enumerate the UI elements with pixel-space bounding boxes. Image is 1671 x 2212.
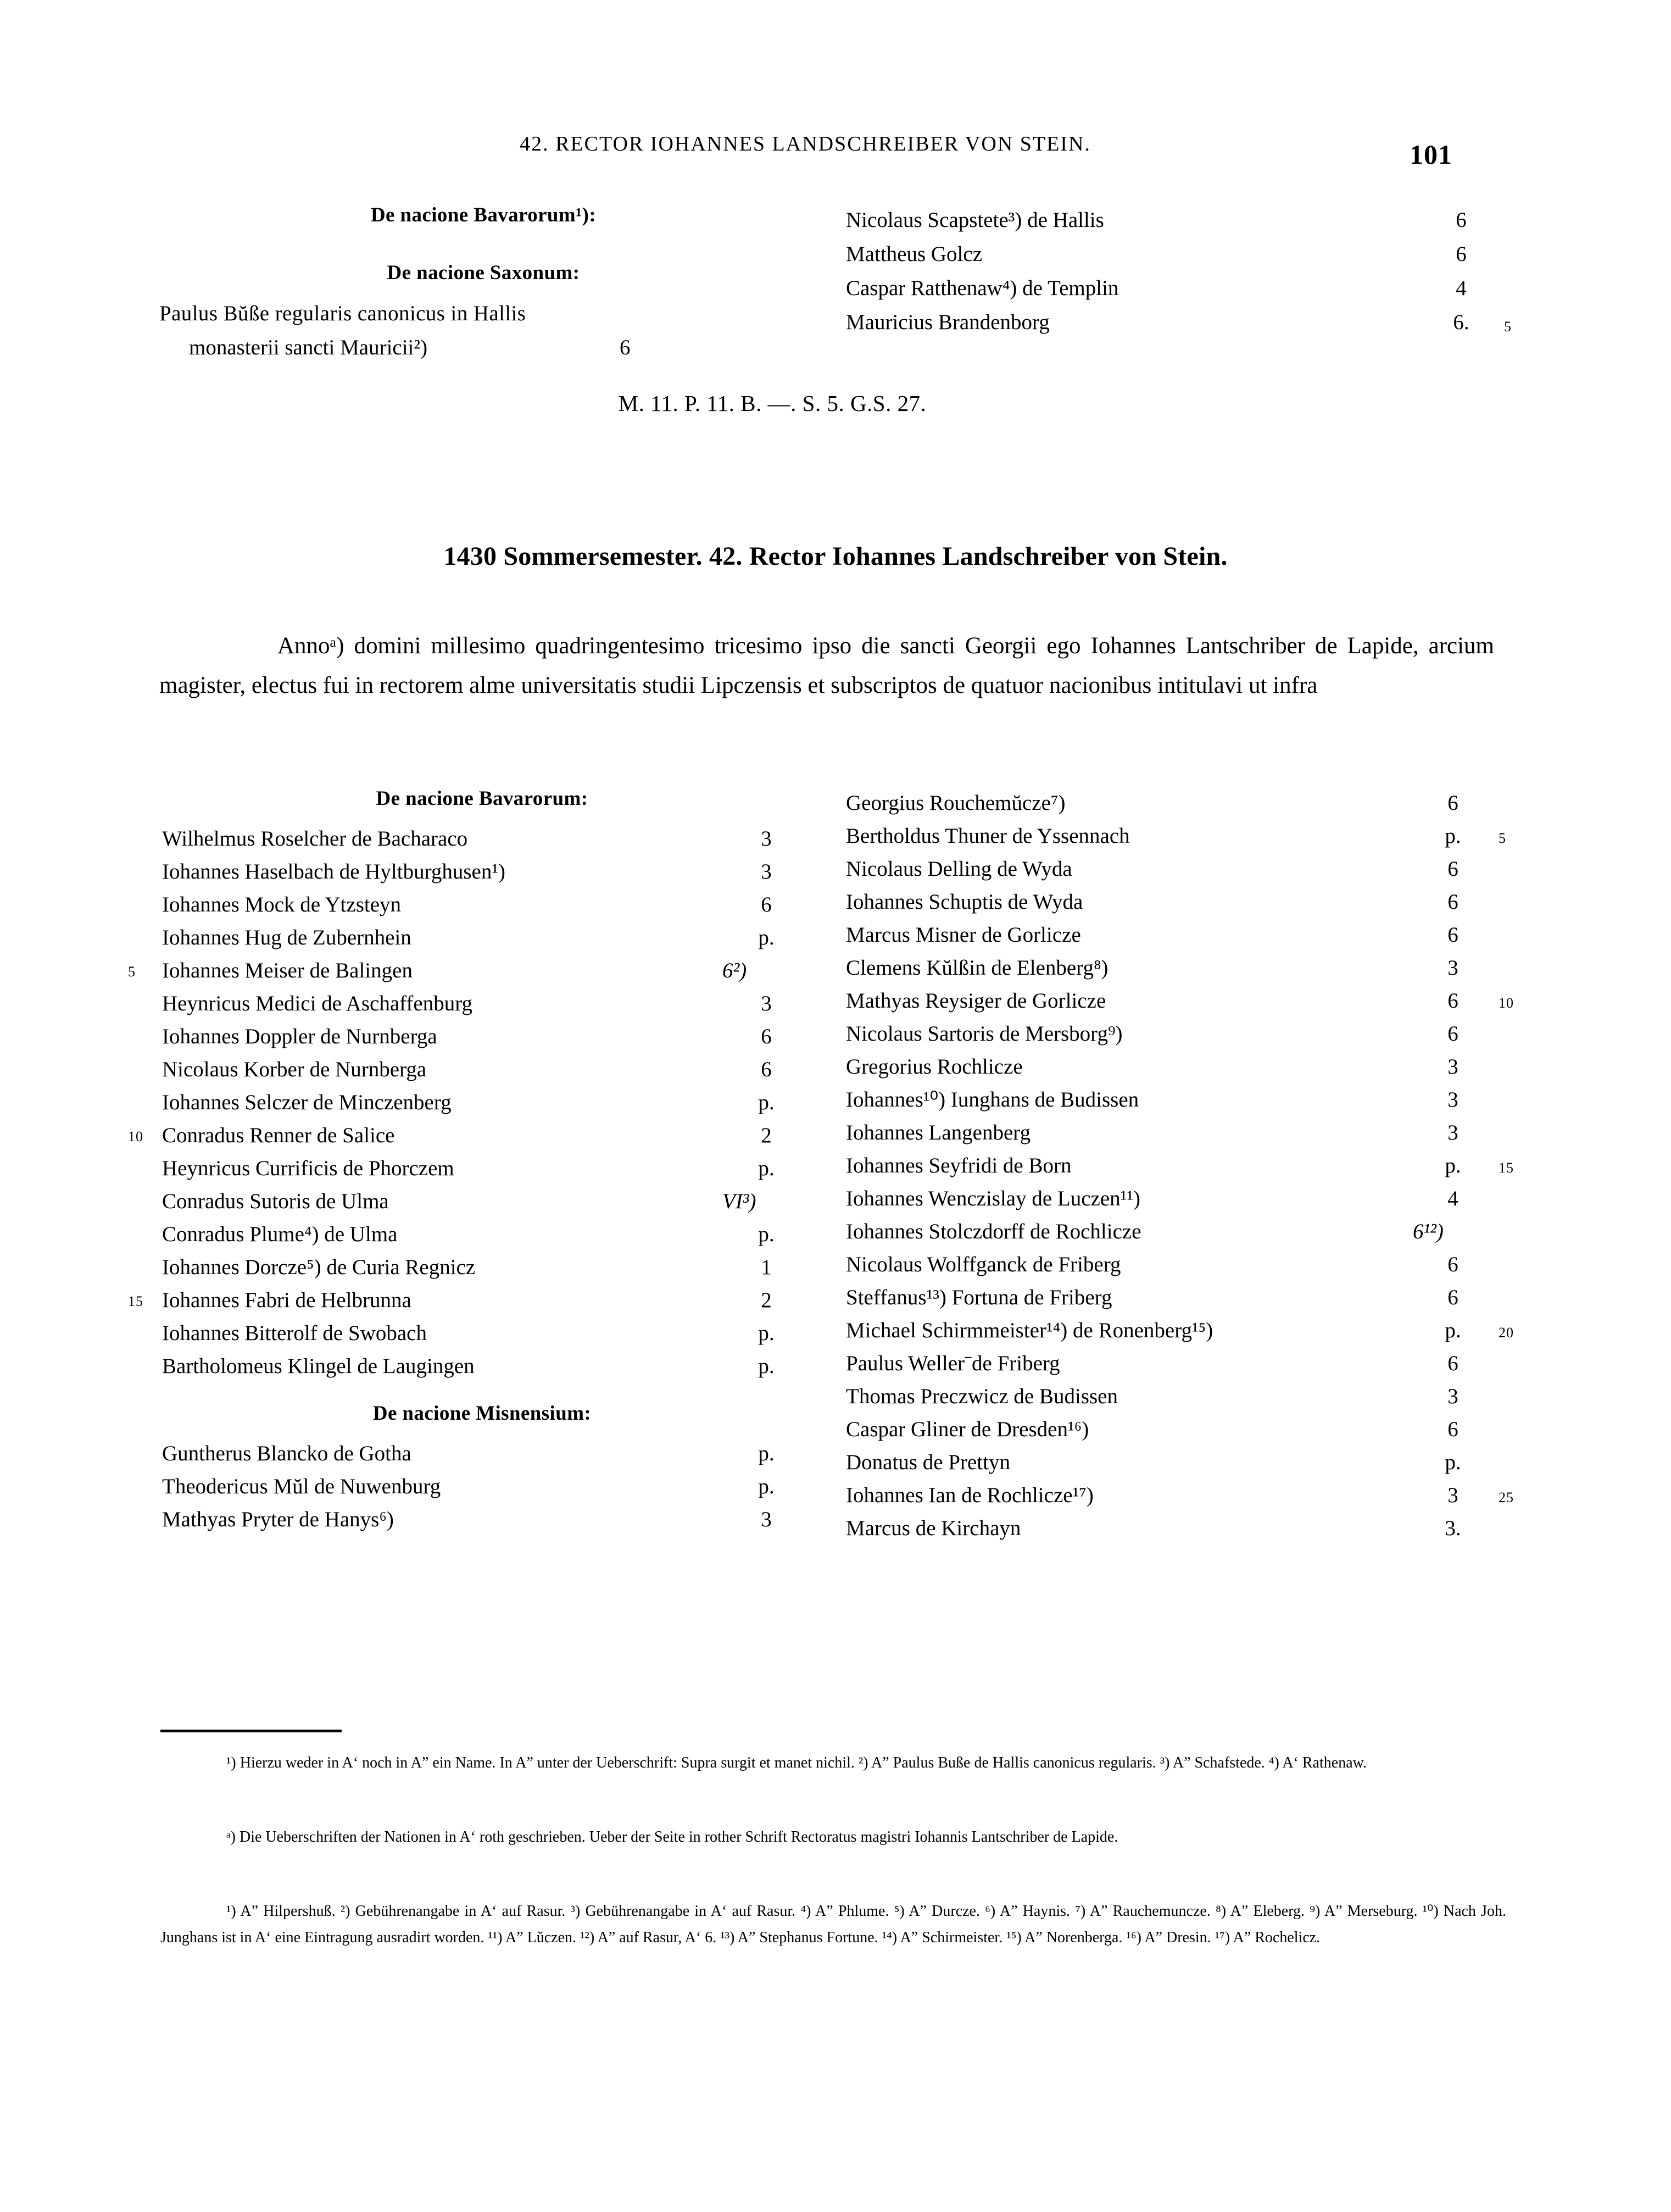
- list-item: [846, 985, 1514, 1018]
- entry-name: Mattheus Golcz: [846, 242, 983, 266]
- page-number: 101: [1410, 139, 1452, 170]
- list-item: [162, 1053, 802, 1086]
- left-entry-group-2: [162, 1437, 802, 1536]
- list-item: [162, 1470, 802, 1503]
- footnote-text-a: ¹) Hierzu weder in A‘ noch in A” ein Name. In A” unter der Ueberschrift: Supra surgit et manet nichil. ²) A” Paulus Buße de Hallis canonicus regularis. ³) A” Schafstede. ⁴) A‘ Rathenaw.: [226, 1754, 1367, 1771]
- entry-name: Michael Schirmmeister¹⁴) de Ronenberg¹⁵): [846, 1319, 1213, 1342]
- list-item: [162, 888, 802, 921]
- intro-text: Annoᵃ) domini millesimo quadringentesimo tricesimo ipso die sancti Georgii ego Iohannes Lantschriber de Lapide, arcium magister, electus fui in rectorem alme universitatis studii Lipczensis et subscriptos de quatuor nacionibus intitulavi ut infra: [159, 633, 1494, 698]
- entry-name: Nicolaus Sartoris de Mersborg⁹): [846, 1022, 1123, 1046]
- entry-fee: 3: [761, 827, 772, 851]
- list-item: [846, 919, 1500, 952]
- list-item: [846, 271, 1494, 305]
- list-item: [162, 1020, 802, 1053]
- entry-name: Conradus Sutoris de Ulma: [162, 1190, 389, 1213]
- entry-fee: 6¹²): [1413, 1220, 1444, 1243]
- list-item: [162, 1152, 802, 1185]
- entry-fee: 3: [1447, 1055, 1458, 1079]
- list-item: [846, 787, 1500, 820]
- list-item: [162, 1317, 802, 1350]
- nation-totals-summary: M. 11. P. 11. B. —. S. 5. G.S. 27.: [618, 391, 927, 416]
- list-item: [846, 1347, 1500, 1380]
- entry-fee: 6: [761, 1025, 772, 1048]
- entry-fee: 3: [761, 1508, 772, 1531]
- list-item: [162, 1350, 802, 1383]
- entry-name: Mauricius Brandenborg: [846, 310, 1050, 334]
- entry-name: Thomas Preczwicz de Budissen: [846, 1385, 1118, 1408]
- entry-name: Heynricus Currificis de Phorczem: [162, 1157, 454, 1180]
- entry-name: Iohannes Doppler de Nurnberga: [162, 1025, 437, 1048]
- top-left-entry-fee: 6: [620, 336, 631, 359]
- entry-fee: p.: [1445, 1154, 1461, 1177]
- entry-name: Theodericus Mŭl de Nuwenburg: [162, 1475, 441, 1498]
- entry-name: Conradus Plume⁴) de Ulma: [162, 1222, 398, 1246]
- entry-name: Gregorius Rochlicze: [846, 1055, 1023, 1079]
- entry-fee: 3.: [1445, 1516, 1461, 1540]
- line-number: 15: [1499, 1160, 1514, 1176]
- list-item: [846, 952, 1500, 985]
- entry-fee: 6: [761, 1058, 772, 1081]
- entry-fee: 6: [1447, 1352, 1458, 1375]
- list-item: [846, 1083, 1500, 1116]
- heading-nacione-bavarorum: De nacione Bavarorum¹):: [370, 204, 597, 226]
- entry-fee: 6: [1447, 1253, 1458, 1276]
- list-item: [846, 1018, 1500, 1051]
- entry-name: Nicolaus Delling de Wyda: [846, 857, 1072, 881]
- list-item: [846, 1248, 1500, 1281]
- line-number: 5: [1504, 319, 1511, 335]
- list-item: [162, 1437, 802, 1470]
- entry-fee: 6: [1447, 1286, 1458, 1309]
- entry-name: Iohannes Seyfridi de Born: [846, 1154, 1072, 1177]
- entry-fee: 6: [761, 893, 772, 916]
- list-item: [162, 1086, 802, 1119]
- top-continuation-block: [0, 203, 1671, 390]
- left-column: [128, 787, 802, 1536]
- top-left-column: [159, 203, 807, 365]
- entry-fee: 3: [1447, 956, 1458, 980]
- list-item: [846, 886, 1500, 919]
- entry-name: Iohannes Dorcze⁵) de Curia Regnicz: [162, 1255, 476, 1279]
- list-item: [128, 1119, 802, 1152]
- list-item: [162, 855, 802, 888]
- entry-name: Marcus Misner de Gorlicze: [846, 923, 1081, 947]
- list-item: [846, 305, 1511, 340]
- entry-fee: 6: [1447, 857, 1458, 881]
- entry-name: Bertholdus Thuner de Yssennach: [846, 824, 1130, 848]
- heading-misnensium: De nacione Misnensium:: [372, 1402, 592, 1425]
- list-item: [846, 1215, 1500, 1248]
- entry-fee: p.: [758, 1157, 775, 1180]
- list-item: [162, 987, 802, 1020]
- line-number: 20: [1499, 1325, 1514, 1341]
- list-item: [162, 1185, 802, 1218]
- entry-fee: 6: [1447, 923, 1458, 947]
- list-item: [846, 853, 1500, 886]
- line-number: 10: [128, 1129, 143, 1144]
- entry-name: Mathyas Reysiger de Gorlicze: [846, 989, 1106, 1013]
- list-item: [846, 1314, 1514, 1347]
- entry-fee: p.: [758, 1354, 775, 1378]
- entry-fee: 3: [1447, 1121, 1458, 1144]
- entry-fee: 3: [1447, 1088, 1458, 1111]
- footnote-separator-rule: [160, 1730, 342, 1732]
- heading-bavarorum: De nacione Bavarorum:: [376, 787, 588, 810]
- entry-name: Georgius Rouchemŭcze⁷): [846, 791, 1066, 815]
- left-entry-group-1: [128, 822, 802, 1383]
- entry-fee: p.: [758, 1091, 775, 1114]
- entry-fee: p.: [758, 1442, 775, 1465]
- footnote-text-b: ᵃ) Die Ueberschriften der Nationen in A‘ roth geschrieben. Ueber der Seite in rother Schrift Rectoratus magistri Iohannis Lantschriber de Lapide.: [226, 1828, 1118, 1846]
- entry-fee: p.: [1445, 1319, 1461, 1342]
- entry-name: Clemens Kŭlßin de Elenberg⁸): [846, 956, 1109, 980]
- line-number: 15: [128, 1293, 143, 1309]
- list-item: [162, 1503, 802, 1536]
- entry-fee: 4: [1456, 276, 1467, 300]
- entry-fee: 6: [1447, 791, 1458, 815]
- top-left-entry: [159, 297, 807, 365]
- running-head-title: 42. RECTOR IOHANNES LANDSCHREIBER VON STEIN.: [520, 132, 1091, 155]
- list-item: [846, 1116, 1500, 1149]
- entry-name: Iohannes Langenberg: [846, 1121, 1031, 1144]
- entry-name: Conradus Renner de Salice: [162, 1124, 395, 1147]
- list-item: [846, 1380, 1500, 1413]
- entry-name: Iohannes Mock de Ytzsteyn: [162, 893, 402, 916]
- entry-name: Iohannes¹⁰) Iunghans de Budissen: [846, 1088, 1139, 1111]
- list-item: [846, 1512, 1500, 1545]
- entry-name: Iohannes Ian de Rochlicze¹⁷): [846, 1483, 1094, 1507]
- line-number: 5: [128, 964, 136, 980]
- line-number: 25: [1499, 1490, 1514, 1505]
- list-item: [846, 203, 1494, 237]
- entry-name: Nicolaus Scapstete³) de Hallis: [846, 208, 1104, 232]
- entry-name: Iohannes Meiser de Balingen: [162, 959, 413, 982]
- line-number: 5: [1499, 830, 1506, 846]
- entry-fee: 6: [1447, 890, 1458, 914]
- entry-name: Caspar Ratthenaw⁴) de Templin: [846, 276, 1119, 300]
- list-item: [128, 954, 802, 987]
- entry-fee: 2: [761, 1288, 772, 1312]
- entry-fee: 6: [1447, 989, 1458, 1013]
- entry-name: Wilhelmus Roselcher de Bacharaco: [162, 827, 468, 851]
- intro-paragraph: [159, 626, 1494, 705]
- entry-fee: 3: [761, 992, 772, 1015]
- entry-fee: 6: [1456, 208, 1467, 232]
- entry-fee: 1: [761, 1255, 772, 1279]
- top-left-entry-line1: Paulus Bŭße regularis canonicus in Hallis: [159, 302, 526, 325]
- top-right-column: [846, 203, 1511, 340]
- heading-nacione-saxonum: De nacione Saxonum:: [387, 262, 580, 284]
- right-column: [846, 787, 1514, 1545]
- entry-name: Donatus de Prettyn: [846, 1450, 1010, 1474]
- entry-name: Caspar Gliner de Dresden¹⁶): [846, 1418, 1089, 1441]
- entry-fee: 6: [1447, 1022, 1458, 1046]
- entry-name: Iohannes Fabri de Helbrunna: [162, 1288, 411, 1312]
- entry-name: Iohannes Stolczdorff de Rochlicze: [846, 1220, 1141, 1243]
- entry-name: Nicolaus Wolffganck de Friberg: [846, 1253, 1121, 1276]
- entry-fee: 3: [1447, 1385, 1458, 1408]
- entry-name: Iohannes Schuptis de Wyda: [846, 890, 1083, 914]
- list-item: [162, 921, 802, 954]
- entry-name: Mathyas Pryter de Hanys⁶): [162, 1508, 394, 1531]
- footnote-block-b: [160, 1824, 1506, 1850]
- entry-fee: 6²): [722, 959, 747, 982]
- list-item: [846, 1182, 1500, 1215]
- list-item: [846, 820, 1506, 853]
- list-item: [846, 1479, 1514, 1512]
- entry-fee: p.: [758, 1222, 775, 1246]
- top-left-entry-line2-row: [159, 331, 807, 365]
- entry-name: Steffanus¹³) Fortuna de Friberg: [846, 1286, 1112, 1309]
- entry-fee: 3: [761, 860, 772, 883]
- entry-name: Iohannes Wenczislay de Luczen¹¹): [846, 1187, 1141, 1210]
- list-item: [846, 1051, 1500, 1083]
- list-item: [128, 1284, 802, 1317]
- entry-name: Paulus Wellerˉde Friberg: [846, 1352, 1060, 1375]
- entry-fee: p.: [758, 1475, 775, 1498]
- footnote-block-c: [160, 1898, 1506, 1951]
- entry-name: Guntherus Blancko de Gotha: [162, 1442, 411, 1465]
- entry-name: Iohannes Hug de Zubernhein: [162, 926, 411, 949]
- list-item: [162, 1251, 802, 1284]
- entry-fee: p.: [1445, 1450, 1461, 1474]
- entry-name: Bartholomeus Klingel de Laugingen: [162, 1354, 475, 1378]
- entry-fee: 4: [1447, 1187, 1458, 1210]
- footnote-text-c: ¹) A” Hilpershuß. ²) Gebührenangabe in A‘ auf Rasur. ³) Gebührenangabe in A‘ auf Rasur. ⁴) A” Phlume. ⁵) A” Durcze. ⁶) A” Haynis. ⁷) A” Rauchemuncze. ⁸) A” Eleberg. ⁹) A” Merseburg. ¹⁰) Nach Joh. Junghans ist in A‘ eine Eintragung ausradirt worden. ¹¹) A” Lŭczen. ¹²) A” auf Rasur, A‘ 6. ¹³) A” Stephanus Fortune. ¹⁴) A” Schirmeister. ¹⁵) A” Norenberga. ¹⁶) A” Dresin. ¹⁷) A” Rochelicz.: [160, 1903, 1506, 1946]
- top-left-entry-line2: monasterii sancti Mauricii²): [189, 336, 428, 359]
- entry-fee: p.: [758, 1321, 775, 1345]
- list-item: [846, 1446, 1500, 1479]
- list-item: [846, 1281, 1500, 1314]
- footnote-block-a: [160, 1750, 1506, 1776]
- entry-name: Nicolaus Korber de Nurnberga: [162, 1058, 427, 1081]
- entry-name: Marcus de Kirchayn: [846, 1516, 1021, 1540]
- entry-fee: 6.: [1453, 310, 1469, 334]
- entry-fee: 6: [1456, 242, 1467, 266]
- entry-fee: 2: [761, 1124, 772, 1147]
- line-number: 10: [1499, 995, 1514, 1011]
- entry-name: Heynricus Medici de Aschaffenburg: [162, 992, 472, 1015]
- entry-fee: 3: [1447, 1483, 1458, 1507]
- entry-name: Iohannes Selczer de Minczenberg: [162, 1091, 452, 1114]
- list-item: [162, 1218, 802, 1251]
- list-item: [846, 1413, 1500, 1446]
- entry-fee: VI³): [722, 1190, 756, 1213]
- section-heading: 1430 Sommersemester. 42. Rector Iohannes Landschreiber von Stein.: [443, 542, 1228, 571]
- list-item: [162, 822, 802, 855]
- right-entry-group: [846, 787, 1514, 1545]
- list-item: [846, 237, 1494, 271]
- entry-fee: p.: [1445, 824, 1461, 848]
- entry-fee: 6: [1447, 1418, 1458, 1441]
- entry-name: Iohannes Bitterolf de Swobach: [162, 1321, 427, 1345]
- entry-name: Iohannes Haselbach de Hyltburghusen¹): [162, 860, 506, 883]
- list-item: [846, 1149, 1514, 1182]
- entry-fee: p.: [758, 926, 775, 949]
